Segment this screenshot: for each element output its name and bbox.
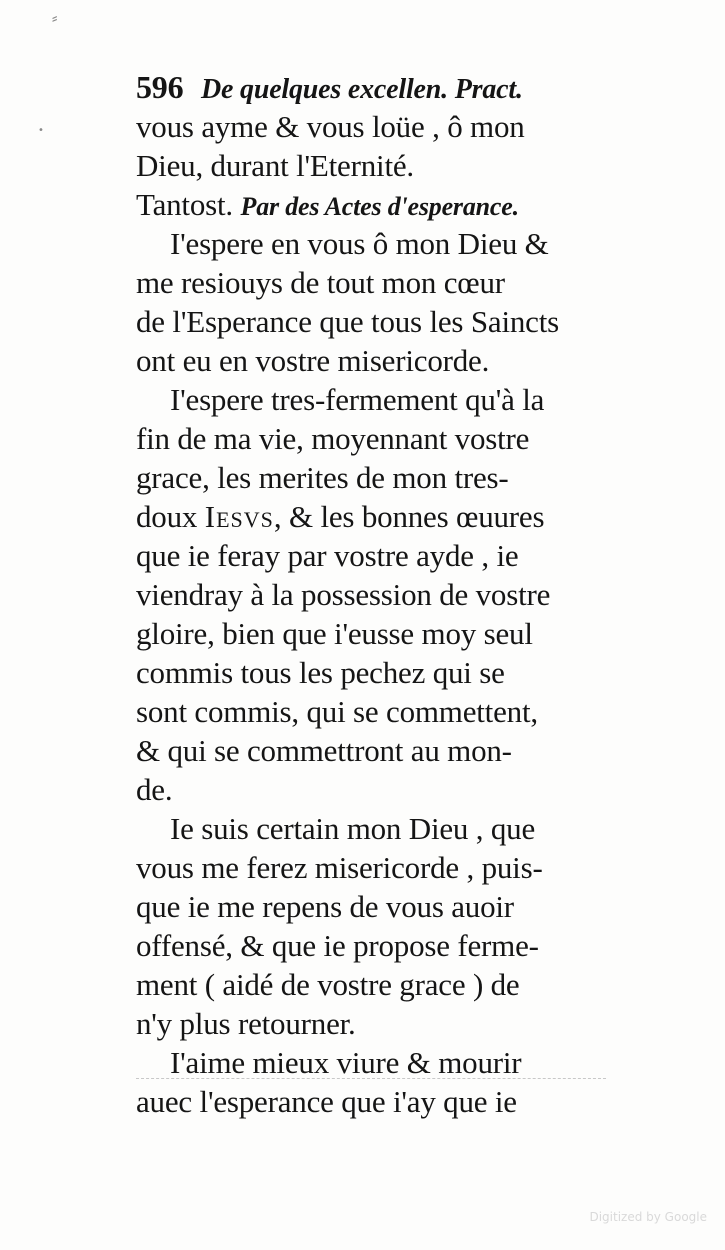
text-line: & qui se commettront au mon- [136,733,512,768]
text-line: viendray à la possession de vostre [136,577,551,612]
text-line: auec l'esperance que i'ay que ie [136,1084,517,1119]
text-line: sont commis, qui se commettent, [136,694,538,729]
text-line: ont eu en vostre misericorde. [136,343,490,378]
section-heading: Par des Actes d'esperance. [240,192,519,221]
page-number: 596 [136,69,184,105]
text-line: que ie me repens de vous auoir [136,889,514,924]
text-line: commis tous les pechez qui se [136,655,505,690]
text-line: fin de ma vie, moyennant vostre [136,421,530,456]
paragraph-first-line: I'espere en vous ô mon Dieu & [170,226,549,261]
section-heading-line [136,185,626,224]
text-fragment: doux [136,499,205,534]
text-fragment: , & les bonnes œuures [273,499,545,534]
ink-speck: • [38,125,44,136]
name-iesvs: Iesvs [204,499,274,534]
text-line: de. [136,772,173,807]
page-text [136,68,626,1121]
paragraph-first-line: Ie suis certain mon Dieu , que [170,811,536,846]
text-line: vous me ferez misericorde , puis- [136,850,543,885]
text-line: grace, les merites de mon tres- [136,460,509,495]
text-line: de l'Esperance que tous les Saincts [136,304,559,339]
text-line: vous ayme & vous loüe , ô mon [136,109,525,144]
ink-speck: ⸗ [52,8,58,27]
text-line: ment ( aidé de vostre grace ) de [136,967,520,1002]
text-line: que ie feray par vostre ayde , ie [136,538,519,573]
bottom-rule [136,1078,606,1080]
paragraph-first-line: I'espere tres-fermement qu'à la [170,382,545,417]
text-fragment: Tantost. [136,187,233,222]
text-line [136,497,626,536]
text-line: gloire, bien que i'eusse moy seul [136,616,533,651]
text-line: n'y plus retourner. [136,1006,356,1041]
watermark: Digitized by Google [589,1210,707,1224]
text-line: offensé, & que ie propose ferme- [136,928,539,963]
text-line: Dieu, durant l'Eternité. [136,148,414,183]
text-line: me resiouys de tout mon cœur [136,265,505,300]
paragraph-first-line: I'aime mieux viure & mourir [170,1045,522,1080]
running-head-line [136,68,626,107]
running-head: De quelques excellen. Pract. [200,74,523,105]
